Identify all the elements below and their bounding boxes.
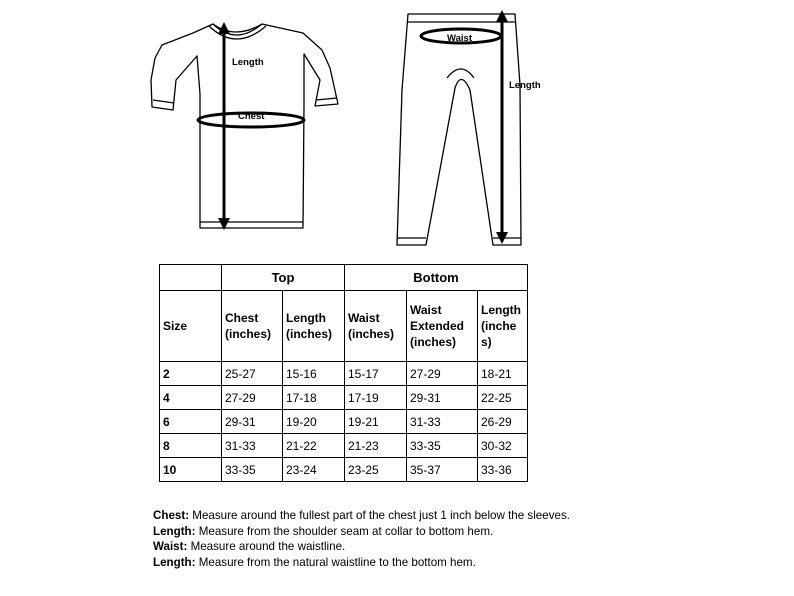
size-cell: 2 (160, 362, 222, 386)
waist-cell: 17-19 (345, 386, 407, 410)
note-term: Waist: (153, 540, 188, 553)
top-length-cell: 21-22 (283, 434, 345, 458)
chest-cell: 27-29 (222, 386, 283, 410)
bottom-length-cell: 30-32 (478, 434, 528, 458)
waist-cell: 15-17 (345, 362, 407, 386)
bottom-length-cell: 18-21 (478, 362, 528, 386)
size-cell: 6 (160, 410, 222, 434)
waist-extended-column-header: Waist Extended (inches) (407, 291, 478, 362)
table-row (160, 362, 528, 386)
size-cell: 10 (160, 458, 222, 482)
top-length-cell: 19-20 (283, 410, 345, 434)
waist-extended-cell: 33-35 (407, 434, 478, 458)
note-text: Measure from the shoulder seam at collar to bottom hem. (195, 524, 494, 538)
size-chart-table (159, 264, 528, 482)
waist-column-header: Waist (inches) (345, 291, 407, 362)
bottom-length-column-header: Length (inche s) (478, 291, 528, 362)
top-length-column-header: Length (inches) (283, 291, 345, 362)
chest-cell: 33-35 (222, 458, 283, 482)
garment-diagram (0, 0, 794, 260)
waist-extended-cell: 31-33 (407, 410, 478, 434)
waist-cell: 23-25 (345, 458, 407, 482)
waist-extended-cell: 27-29 (407, 362, 478, 386)
bottom-length-cell: 22-25 (478, 386, 528, 410)
table-row (160, 410, 528, 434)
note-text: Measure from the natural waistline to the bottom hem. (195, 555, 476, 569)
chest-cell: 25-27 (222, 362, 283, 386)
note-term: Length: (153, 555, 196, 569)
top-length-cell: 15-16 (283, 362, 345, 386)
size-cell: 4 (160, 386, 222, 410)
pants-waist-label: Waist (447, 33, 472, 44)
measurement-notes (153, 508, 570, 570)
empty-header-cell (160, 265, 222, 291)
waist-extended-cell: 35-37 (407, 458, 478, 482)
top-group-header: Top (222, 265, 345, 291)
bottom-length-cell: 33-36 (478, 458, 528, 482)
note-line (153, 524, 570, 540)
pants-length-label: Length (509, 80, 541, 91)
group-header-row (160, 265, 528, 291)
size-column-header: Size (160, 291, 222, 362)
top-length-cell: 17-18 (283, 386, 345, 410)
top-length-cell: 23-24 (283, 458, 345, 482)
chest-column-header: Chest (inches) (222, 291, 283, 362)
waist-cell: 19-21 (345, 410, 407, 434)
note-line (153, 508, 570, 524)
waist-extended-cell: 29-31 (407, 386, 478, 410)
shirt-length-label: Length (232, 57, 264, 68)
size-cell: 8 (160, 434, 222, 458)
table-row (160, 386, 528, 410)
bottom-length-cell: 26-29 (478, 410, 528, 434)
shirt-chest-label: Chest (238, 111, 265, 122)
note-line (153, 539, 570, 555)
waist-cell: 21-23 (345, 434, 407, 458)
note-text: Measure around the waistline. (187, 540, 346, 553)
table-row (160, 434, 528, 458)
note-line (153, 555, 570, 571)
note-text: Measure around the fullest part of the chest just 1 inch below the sleeves. (189, 509, 570, 522)
chest-cell: 29-31 (222, 410, 283, 434)
bottom-group-header: Bottom (345, 265, 528, 291)
column-header-row (160, 291, 528, 362)
table-row (160, 458, 528, 482)
chest-cell: 31-33 (222, 434, 283, 458)
note-term: Length: (153, 524, 196, 538)
note-term: Chest: (153, 509, 190, 522)
